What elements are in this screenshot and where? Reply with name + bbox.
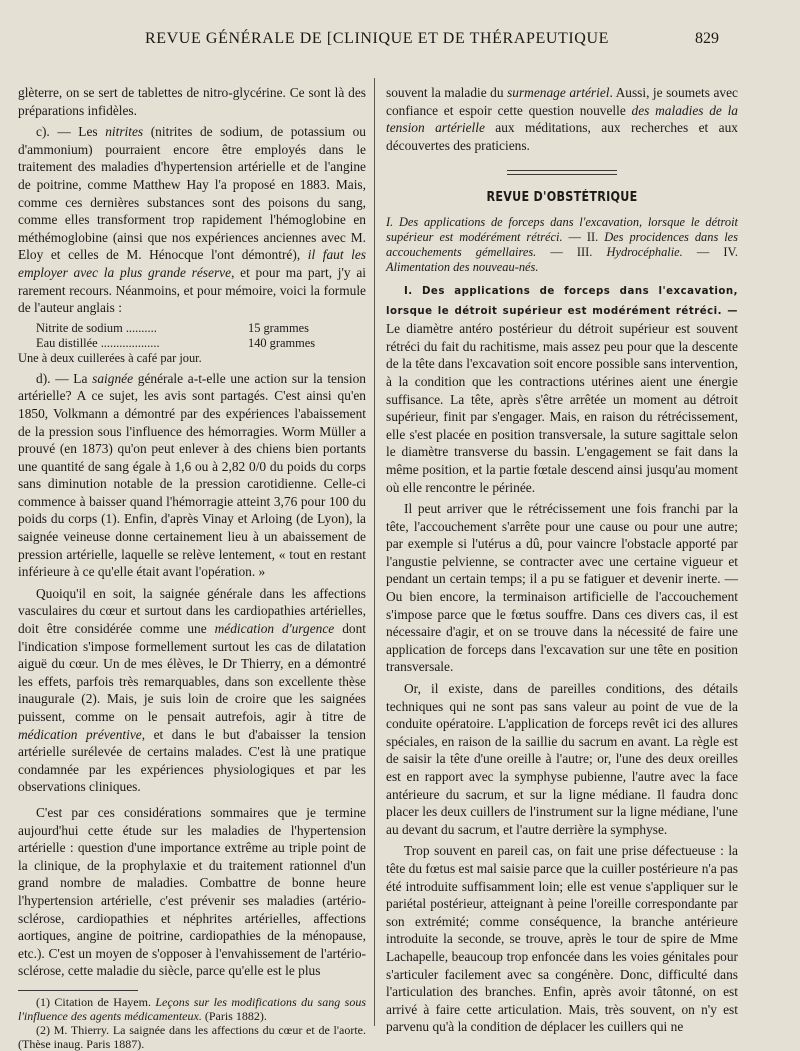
text-run: (nitrites de sodium, de potassium ou d'ammonium) pourraient encore être employés dans le traitement des maladies d'hypertension artérielle et de l'angine de poitrine, comme Matthew Hay l'a proposé en 1883. Mais, comme ces dernières substances sont des poisons du sang, comme elles transforment trop rapidement l'hémoglobine en méthémoglobine (ainsi que nos expériences anciennes avec M. Eloy et celles de M. Hénocque l'ont démontré), (18, 124, 366, 263)
formula-ingredient: Eau distillée ................... (36, 335, 160, 350)
paragraph-saignee (18, 370, 366, 581)
page-number: 829 (695, 30, 719, 47)
formula-ingredient: Nitrite de sodium .......... (36, 320, 157, 335)
text-run: générale a-t-elle une action sur la tension artérielle? A ce sujet, les avis sont partagés. C'est ainsi qu'en 1850, Volkmann a démontré par des expériences l'abaissement de la pression sous l'influence des hémorragies. Worm Müller a prouvé (en 1873) qu'on peut enlever à des chiens bien portants une quantité de sang égale à 1,6 ou à 2,82 0/0 du poids du corps sans diminution notable de la pression carotidienne. Celle-ci commence à baisser quand l'hémorragie atteint 3,76 pour 100 du poids du corps (1). Enfin, d'après Vinay et Arloing (de Lyon), la saignée veineuse donne certainement lieu à un abaissement de pression artérielle, laquelle se relève lentement, « tout en restant inférieure à ce qu'elle était avant l'opération. » (18, 370, 367, 580)
text-run: Des procidences dans les accouchements gémellaires. (386, 229, 739, 259)
section-heading-block (386, 170, 738, 207)
section-title: REVUE D'OBSTÉTRIQUE (486, 190, 638, 206)
paragraph-conclusion: C'est par ces considérations sommaires que je termine aujourd'hui cette étude sur les maladies de l'hypertension artérielle : question d'une importance extrême au triple point de la clinique, de la prophylaxie et du traitement rationnel d'un grand nombre de maladies. Combattre de bonne heure l'hypertension artérielle, c'est prévenir ses maladies (artério-sclérose, cardiopathies et néphrites artérielles, affections aortiques, angine de poitrine, cardiopathies de la ménopause, etc.). C'est un moyen de s'opposer à l'envahissement de l'artério-sclérose, cette maladie du siècle, parce qu'elle est le plus (18, 804, 366, 979)
page-header (0, 24, 800, 56)
formula-quantity: 140 grammes (248, 335, 316, 350)
emphasis: Leçons sur les modifications du sang sous l'influence des agents médicamenteux. (18, 994, 366, 1023)
section-double-rule (507, 170, 617, 175)
text-run: — IV. (696, 244, 739, 259)
text-run: dont l'indication s'impose formellement surtout les cas de dilatation aiguë du cœur. Un de mes élèves, le Dr Thierry, en a démontré les effets, parfois très remarquables, dans son excellente thèse inaugurale (2). Mais, je suis loin de croire que les saignées puissent, comme on le pensait autrefois, agir à titre de (18, 621, 366, 724)
running-title: REVUE GÉNÉRALE DE [CLINIQUE ET DE THÉRAPEUTIQUE (145, 30, 609, 47)
text-run: I. Des applications de forceps dans l'excavation, lorsque le détroit supérieur est modérément rétréci. (386, 214, 738, 244)
paragraph-details-techniques: Or, il existe, dans de pareilles conditions, des détails techniques qui ne sont pas sans valeur au point de vue de la conduite opératoire. L'application de forceps revêt ici des allures spéciales, en raison de la saillie du sacrum en avant. La règle est de saisir la tête d'une oreille à l'autre; or, l'une des deux oreilles est en rapport avec la symphyse pubienne, l'autre avec la face antérieure du sacrum, et sur la ligne médiane. Il faudra donc placer les deux cuillers de l'instrument sur la ligne médiane, l'une au devant du sacrum, et l'autre derrière la symphyse. (386, 681, 738, 837)
left-column (18, 84, 366, 1051)
text-run: , et dans le but d'abaisser la tension artérielle surélevée de certains malades. C'est là une pratique condamnée par les expériences physiologiques et par les observations cliniques. (18, 726, 366, 795)
text-run: souvent la maladie du (386, 85, 508, 100)
text-run: Hydrocéphalie. (606, 244, 697, 259)
emphasis: médication d'urgence (214, 621, 335, 637)
paragraph-nitroglycerine: glèterre, on se sert de tablettes de nitro-glycérine. Ce sont là des préparations infidèles. (18, 85, 366, 118)
footnote-2: (2) M. Thierry. La saignée dans les affections du cœur et de l'aorte. (Thèse inaug. Paris 1887). (18, 1022, 366, 1051)
formula-row (18, 336, 366, 351)
paragraph-forceps-intro (386, 281, 738, 496)
text-run: d). — La (36, 370, 93, 386)
paragraph-medication-urgence (18, 585, 366, 796)
emphasis: saignée (92, 370, 134, 386)
text-run: — III. (550, 244, 607, 259)
text-run: — II. (568, 229, 605, 244)
text-run: Alimentation des nouveau-nés. (386, 259, 539, 274)
emphasis: nitrites (105, 124, 144, 140)
column-divider (374, 78, 375, 1026)
formula-quantity: 15 grammes (248, 320, 309, 335)
text-run: . Aussi, je soumets avec confiance et espoir cette question nouvelle (386, 85, 738, 118)
text-run: c). — Les (36, 124, 106, 140)
text-run: aux méditations, aux recherches et aux découvertes des praticiens. (386, 120, 738, 153)
paragraph-retrecissement: Il peut arriver que le rétrécissement une fois franchi par la tête, l'accouchement s'arrête pour une cause ou pour une autre; par exemple si l'utérus a dû, pour vaincre l'obstacle apporté par l'angustie pelvienne, se contracter avec une certaine vigueur et pendant un certain temps; il a pu se fatiguer et devenir inerte. — Ou bien encore, la terminaison artificielle de l'accouchement s'impose parce que le fœtus souffre. Dans ces divers cas, il est nécessaire d'agir, et on se trouve dans la nécessité de faire une application de forceps dans l'excavation sur une tête en position transversale. (386, 501, 738, 675)
section-summary (386, 215, 738, 275)
emphasis: il faut les employer avec la plus grande réserve (18, 247, 367, 280)
right-column (386, 84, 738, 1040)
text-run: Quoiqu'il en soit, la saignée générale dans les affections vasculaires du cœur et surtout dans les cardiopathies artérielles, doit être considérée comme une (18, 585, 366, 637)
text-run: (1) Citation de Hayem. (36, 994, 156, 1009)
emphasis: des maladies de la tension artérielle (386, 102, 738, 136)
paragraph-prise-defectueuse: Trop souvent en pareil cas, on fait une prise défectueuse : la tête du fœtus est mal saisie parce que la cuiller postérieure n'a pas été introduite suffisamment loin; elle est venue s'appliquer sur le pariétal postérieur, atteignant à peine l'oreille correspondante par son extrémité; comme conséquence, la branche antérieure introduite la seconde, se trouve, après le tour de spire de Mme Lachapelle, beaucoup trop enfoncée dans les voies génitales pour s'articuler facilement avec sa congénère. Donc, difficulté dans l'articulation des branches. Enfin, après avoir tâtonné, on est arrivé à faire cette articulation. Mais, très souvent, on n'y est parvenu qu'à la condition de déplacer les cuillers qui ne (386, 843, 738, 1035)
formula-block (18, 321, 366, 351)
subsection-heading: I. Des applications de forceps dans l'excavation, lorsque le détroit supérieur est modérément rétréci. — (386, 285, 738, 317)
text-run: Le diamètre antéro postérieur du détroit supérieur est souvent rétréci du fait du rachitisme, mais assez peu pour que la descente de la tête dans l'excavation soit encore possible sans intervention, à la condition que les contractions utérines aient une énergie suffisance. La tête, après s'être arrêtée un moment au détroit supérieur, finit par s'engager. Mais, en raison du rétrécissement, elle s'est placée en position transversale, la suture sagittale selon le diamètre transverse du bassin. L'engagement se fait dans la même position, et la partie fœtale descend ainsi jusqu'au moment où elle rencontre le périnée. (386, 321, 738, 495)
paragraph-nitrites (18, 123, 366, 317)
paragraph-surmenage (386, 84, 738, 154)
footnote-1 (18, 995, 366, 1023)
formula-dosage-note: Une à deux cuillerées à café par jour. (18, 350, 202, 365)
formula-row (18, 321, 366, 336)
text-run: , et pour ma part, j'y ai rarement recours. Néanmoins, et pour mémoire, voici la formule de l'auteur anglais : (18, 264, 366, 316)
emphasis: surmenage artériel (507, 85, 610, 100)
footnote-rule (18, 990, 138, 991)
text-run: (Paris 1882). (201, 1008, 267, 1023)
emphasis: médication préventive (18, 726, 142, 742)
